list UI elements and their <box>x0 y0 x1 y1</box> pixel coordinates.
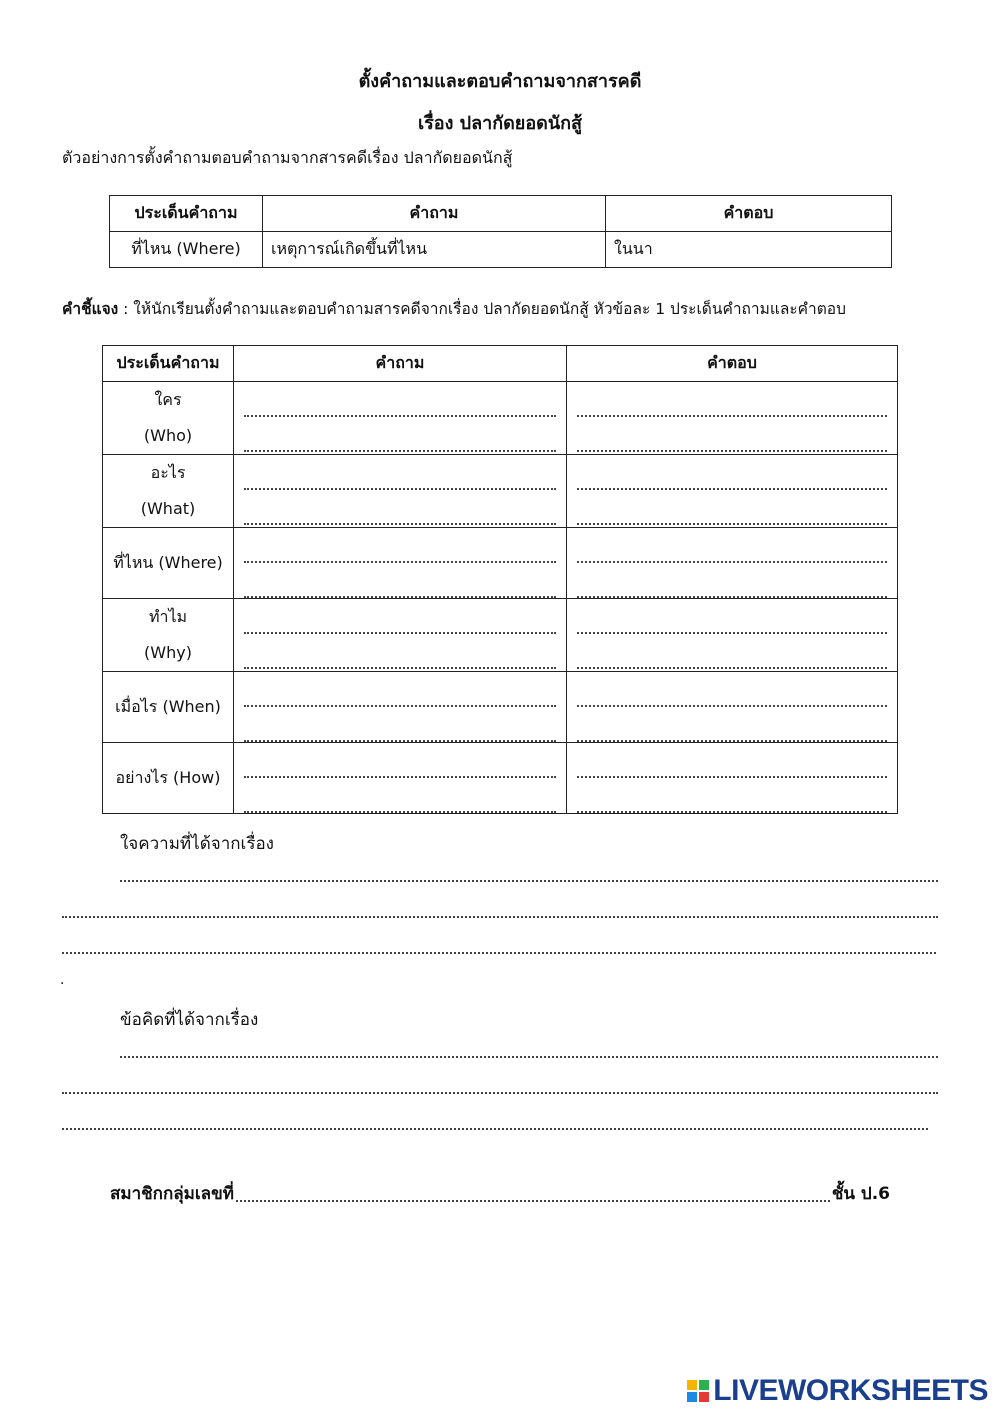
members-input-line[interactable] <box>236 1200 830 1202</box>
page-title: ตั้งคำถามและตอบคำถามจากสารคดี <box>358 71 642 92</box>
answer-line[interactable] <box>244 563 556 598</box>
logo-icon <box>687 1380 709 1402</box>
answer-line[interactable] <box>577 490 887 525</box>
page-subtitle: เรื่อง ปลากัดยอดนักสู้ <box>417 113 583 134</box>
answer-line[interactable] <box>244 707 556 742</box>
table-row <box>103 455 898 528</box>
lesson-label: ข้อคิดที่ได้จากเรื่อง <box>120 1010 259 1030</box>
answer-line[interactable] <box>577 417 887 452</box>
grade-label: ชั้น ป.6 <box>831 1184 890 1204</box>
table-row <box>103 599 898 672</box>
example-header-question: คำถาม <box>263 196 606 232</box>
question-cell[interactable] <box>234 455 567 528</box>
topic-label: อย่างไร (How) <box>115 768 221 787</box>
table-row <box>103 382 898 455</box>
answer-line[interactable] <box>577 563 887 598</box>
example-answer: ในนา <box>606 232 892 268</box>
lesson-line[interactable] <box>62 1092 938 1094</box>
header-question: คำถาม <box>234 346 567 382</box>
lesson-line[interactable] <box>120 1056 938 1058</box>
topic-label: ใคร <box>154 390 182 409</box>
answer-line[interactable] <box>244 634 556 669</box>
main-idea-line[interactable] <box>120 880 938 882</box>
answer-cell[interactable] <box>567 743 898 814</box>
example-question: เหตุการณ์เกิดขึ้นที่ไหน <box>263 232 606 268</box>
topic-cell <box>103 455 234 528</box>
table-row <box>103 672 898 743</box>
example-table <box>109 195 892 268</box>
topic-label: ทำไม <box>148 607 188 626</box>
answer-cell[interactable] <box>567 599 898 672</box>
main-idea-line[interactable] <box>62 952 936 954</box>
topic-cell <box>103 528 234 599</box>
topic-label-en: (Why) <box>144 643 192 662</box>
topic-cell <box>103 672 234 743</box>
members-label: สมาชิกกลุ่มเลขที่ <box>110 1184 234 1204</box>
answer-line[interactable] <box>244 743 556 778</box>
topic-label-en: (What) <box>140 499 196 518</box>
answer-line[interactable] <box>244 455 556 490</box>
topic-cell <box>103 743 234 814</box>
topic-label: อะไร <box>150 463 186 482</box>
lesson-line[interactable] <box>62 1128 928 1130</box>
intro-text: ตัวอย่างการตั้งคำถามตอบคำถามจากสารคดีเรื่อง ปลากัดยอดนักสู้ <box>62 148 513 167</box>
answer-cell[interactable] <box>567 382 898 455</box>
main-idea-line[interactable] <box>62 916 938 918</box>
instructions <box>62 296 846 321</box>
example-topic: ที่ไหน (Where) <box>110 232 263 268</box>
topic-cell <box>103 599 234 672</box>
answer-line[interactable] <box>577 528 887 563</box>
answer-line[interactable] <box>244 672 556 707</box>
question-cell[interactable] <box>234 382 567 455</box>
table-row <box>103 528 898 599</box>
answer-line[interactable] <box>244 528 556 563</box>
instructions-label: คำชี้แจง <box>62 300 119 318</box>
question-table <box>102 345 898 814</box>
topic-label-en: (Who) <box>143 426 193 445</box>
answer-line[interactable] <box>577 743 887 778</box>
answer-cell[interactable] <box>567 455 898 528</box>
question-header-row <box>103 346 898 382</box>
logo-text: LIVEWORKSHEETS <box>713 1374 988 1407</box>
answer-line[interactable] <box>577 778 887 813</box>
example-header-topic: ประเด็นคำถาม <box>110 196 263 232</box>
question-cell[interactable] <box>234 743 567 814</box>
topic-label: ที่ไหน (Where) <box>113 553 223 572</box>
header-answer: คำตอบ <box>567 346 898 382</box>
answer-line[interactable] <box>577 707 887 742</box>
answer-line[interactable] <box>244 490 556 525</box>
answer-line[interactable] <box>244 778 556 813</box>
topic-cell <box>103 382 234 455</box>
answer-line[interactable] <box>577 634 887 669</box>
question-cell[interactable] <box>234 599 567 672</box>
answer-cell[interactable] <box>567 528 898 599</box>
example-header-row <box>110 196 892 232</box>
answer-cell[interactable] <box>567 672 898 743</box>
liveworksheets-logo <box>687 1374 988 1408</box>
instructions-text: : ให้นักเรียนตั้งคำถามและตอบคำถามสารคดีจากเรื่อง ปลากัดยอดนักสู้ หัวข้อละ 1 ประเด็นคำถามและคำตอบ <box>118 300 846 318</box>
answer-line[interactable] <box>577 672 887 707</box>
header-topic: ประเด็นคำถาม <box>103 346 234 382</box>
answer-line[interactable] <box>244 599 556 634</box>
question-cell[interactable] <box>234 528 567 599</box>
answer-line[interactable] <box>577 382 887 417</box>
table-row <box>103 743 898 814</box>
example-header-answer: คำตอบ <box>606 196 892 232</box>
topic-label: เมื่อไร (When) <box>115 697 221 716</box>
answer-line[interactable] <box>577 455 887 490</box>
answer-line[interactable] <box>244 382 556 417</box>
question-cell[interactable] <box>234 672 567 743</box>
example-row <box>110 232 892 268</box>
answer-line[interactable] <box>244 417 556 452</box>
footer <box>110 1180 890 1207</box>
stray-dot: . <box>60 972 65 988</box>
answer-line[interactable] <box>577 599 887 634</box>
main-idea-label: ใจความที่ได้จากเรื่อง <box>120 834 274 854</box>
